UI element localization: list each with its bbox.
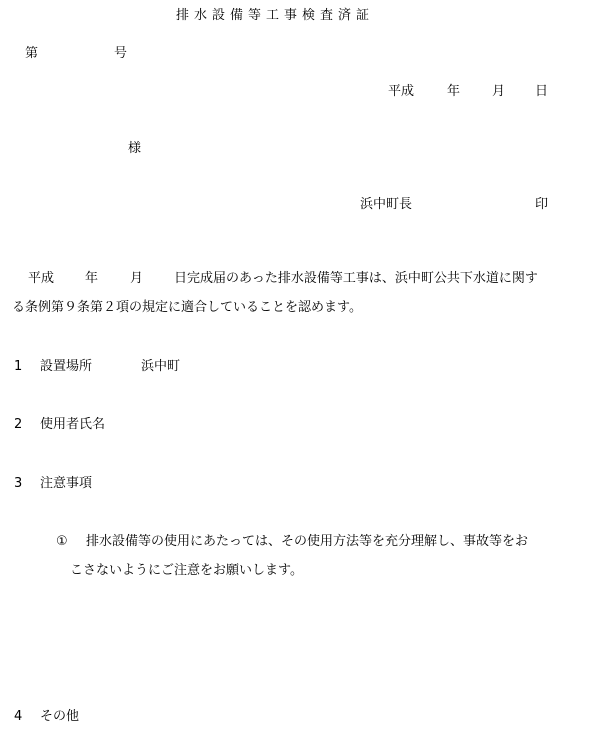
- number-suffix: 号: [114, 46, 128, 61]
- item-3-number: 3: [14, 476, 23, 491]
- body-era: 平成: [28, 271, 55, 286]
- seal-mark: 印: [535, 197, 549, 212]
- body-line-2: る条例第９条第２項の規定に適合していることを認めます。: [12, 300, 362, 315]
- note-line-2: こさないようにご注意をお願いします。: [70, 563, 303, 578]
- item-4-number: 4: [14, 709, 23, 724]
- number-prefix: 第: [25, 46, 39, 61]
- recipient-suffix: 様: [128, 141, 142, 156]
- note-marker: ①: [56, 534, 68, 549]
- item-2-label: 使用者氏名: [40, 417, 106, 432]
- note-line-1: 排水設備等の使用にあたっては、その使用方法等を充分理解し、事故等をお: [86, 534, 529, 549]
- body-year: 年: [85, 271, 99, 286]
- date-era: 平成: [388, 84, 415, 99]
- body-month: 月: [130, 271, 144, 286]
- date-day: 日: [535, 84, 549, 99]
- document-title: 排水設備等工事検査済証: [176, 8, 375, 23]
- date-month: 月: [492, 84, 506, 99]
- item-3-label: 注意事項: [40, 476, 93, 491]
- item-1-value: 浜中町: [141, 359, 181, 374]
- item-1-number: 1: [14, 359, 23, 374]
- item-4-label: その他: [40, 709, 80, 724]
- item-2-number: 2: [14, 417, 23, 432]
- item-1-label: 設置場所: [40, 359, 93, 374]
- date-year: 年: [447, 84, 461, 99]
- body-line-1: 日完成届のあった排水設備等工事は、浜中町公共下水道に関す: [174, 271, 538, 286]
- issuer-name: 浜中町長: [360, 197, 413, 212]
